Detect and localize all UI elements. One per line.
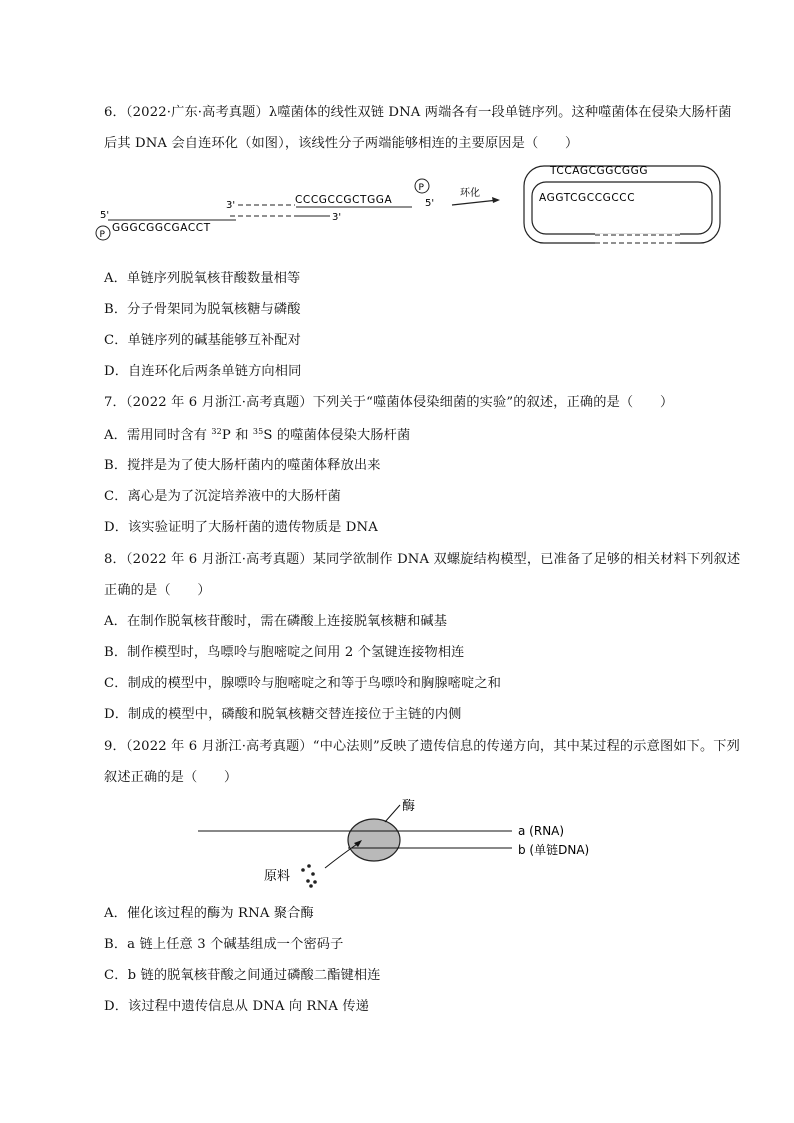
q8-option-c: C．制成的模型中，腺嘌呤与胞嘧啶之和等于鸟嘌呤和胸腺嘧啶之和	[104, 676, 502, 691]
top-strand-5prime-label: 5'	[425, 198, 435, 209]
q9-option-a: A．催化该过程的酶为 RNA 聚合酶	[104, 906, 314, 921]
enzyme-pointer-line	[385, 805, 400, 822]
q6-option-c: C．单链序列的碱基能够互补配对	[104, 333, 301, 348]
q6-stem-line1: 6．（2022·广东·高考真题）λ噬菌体的线性双链 DNA 两端各有一段单链序列。这种噬菌体在侵染大肠杆菌	[104, 105, 732, 120]
arrow-right-icon	[492, 197, 500, 203]
circular-dna-inner	[532, 182, 712, 234]
q8-option-d: D．制成的模型中，磷酸和脱氧核糖交替连接位于主链的内侧	[104, 707, 462, 722]
top-single-strand-sequence: CCCGCCGCTGGA	[295, 194, 393, 206]
q9-option-c: C．b 链的脱氧核苷酸之间通过磷酸二酯键相连	[104, 968, 381, 983]
q7-stem: 7．（2022 年 6 月浙江·高考真题）下列关于“噬菌体侵染细菌的实验”的叙述，正确的是（ ）	[104, 395, 674, 410]
strand-b-label: b (单链DNA)	[518, 843, 590, 857]
phosphate-top-label: P	[418, 183, 424, 193]
q7-option-a-mid: P 和	[221, 428, 253, 443]
linear-dna	[96, 179, 434, 240]
phosphorus-mass-number: 32	[211, 427, 222, 436]
q8-stem-line2: 正确的是（ ）	[104, 583, 211, 598]
q6-option-a: A．单链序列脱氧核苷酸数量相等	[104, 271, 301, 286]
circular-dna	[524, 165, 720, 243]
q9-option-d: D．该过程中遗传信息从 DNA 向 RNA 传递	[104, 999, 370, 1014]
sulfur-mass-number: 35	[252, 427, 264, 436]
q6-stem-line2: 后其 DNA 会自连环化（如图），该线性分子两端能够相连的主要原因是（ ）	[104, 136, 579, 151]
q7-option-d: D．该实验证明了大肠杆菌的遗传物质是 DNA	[104, 520, 378, 535]
phosphate-bottom-label: P	[99, 230, 105, 240]
q7-option-a-pre: A．需用同时含有	[104, 428, 212, 443]
q6-option-b: B．分子骨架同为脱氧核糖与磷酸	[104, 302, 301, 317]
q6-option-d: D．自连环化后两条单链方向相同	[104, 364, 302, 379]
q6-dna-circularization-figure	[90, 160, 730, 250]
q8-option-a: A．在制作脱氧核苷酸时，需在磷酸上连接脱氧核糖和碱基	[104, 614, 448, 629]
q8-stem-line1: 8．（2022 年 6 月浙江·高考真题）某同学欲制作 DNA 双螺旋结构模型，已准备了足够的相关材料下列叙述	[104, 552, 741, 567]
circle-outer-sequence: TCCAGCGGCGGG	[550, 165, 649, 177]
q7-option-b: B．搅拌是为了使大肠杆菌内的噬菌体释放出来	[104, 458, 381, 473]
raw-material-arrow-path	[325, 842, 360, 868]
q9-stem-line2: 叙述正确的是（ ）	[104, 770, 238, 785]
arrow-shaft	[452, 200, 498, 205]
q7-option-c: C．离心是为了沉淀培养液中的大肠杆菌	[104, 489, 341, 504]
bottom-strand-5prime-label: 5'	[100, 210, 110, 221]
enzyme-ellipse	[348, 819, 400, 861]
circularization-arrow-label: 环化	[460, 188, 480, 199]
q9-option-b: B．a 链上任意 3 个碱基组成一个密码子	[104, 937, 344, 952]
q8-option-b: B．制作模型时，鸟嘌呤与胞嘧啶之间用 2 个氢键连接物相连	[104, 645, 465, 660]
circular-dna-outer	[524, 166, 720, 243]
q7-option-a-post: S 的噬菌体侵染大肠杆菌	[263, 428, 411, 443]
strand-a-label: a (RNA)	[518, 824, 565, 838]
raw-material-label: 原料	[264, 869, 291, 884]
q9-transcription-figure	[190, 796, 610, 896]
top-strand-3prime-label: 3'	[226, 200, 236, 211]
q9-stem-line1: 9．（2022 年 6 月浙江·高考真题）“中心法则”反映了遗传信息的传递方向，其中某过程的示意图如下。下列	[104, 739, 740, 754]
enzyme-label: 酶	[402, 799, 416, 814]
bottom-strand-3prime-label: 3'	[332, 212, 342, 223]
q7-option-a	[104, 428, 410, 442]
circle-inner-sequence: AGGTCGCCGCCC	[539, 192, 636, 204]
nucleotide-particles-icon	[301, 864, 317, 888]
bottom-single-strand-sequence: GGGCGGCGACCT	[112, 222, 211, 234]
